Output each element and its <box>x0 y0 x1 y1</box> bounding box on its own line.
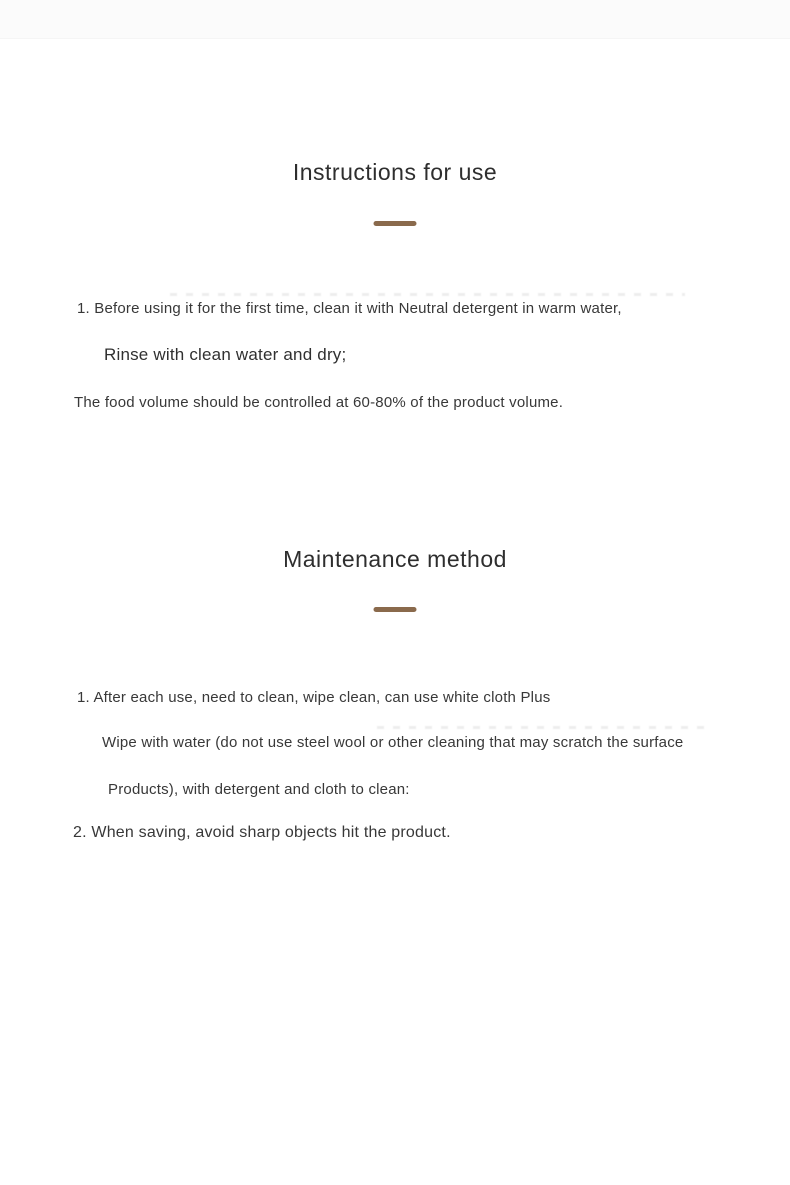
ghost-text-artifact <box>170 293 685 296</box>
instruction-line-2: Rinse with clean water and dry; <box>104 345 347 364</box>
section-title-maintenance: Maintenance method <box>283 546 507 572</box>
top-section-edge <box>0 0 790 39</box>
maintenance-line-4: 2. When saving, avoid sharp objects hit the product. <box>73 824 451 841</box>
section-title-instructions: Instructions for use <box>292 159 498 185</box>
instruction-line-1: 1. Before using it for the first time, clean it with Neutral detergent in warm water, <box>77 300 622 317</box>
maintenance-line-1: 1. After each use, need to clean, wipe clean, can use white cloth Plus <box>77 689 551 706</box>
maintenance-line-2: Wipe with water (do not use steel wool or other cleaning that may scratch the surface <box>102 734 684 751</box>
section-divider <box>374 607 417 612</box>
instruction-line-3: The food volume should be controlled at 60-80% of the product volume. <box>74 394 564 411</box>
maintenance-line-3: Products), with detergent and cloth to clean: <box>108 781 410 798</box>
section-divider <box>374 221 417 226</box>
ghost-text-artifact <box>377 726 707 729</box>
